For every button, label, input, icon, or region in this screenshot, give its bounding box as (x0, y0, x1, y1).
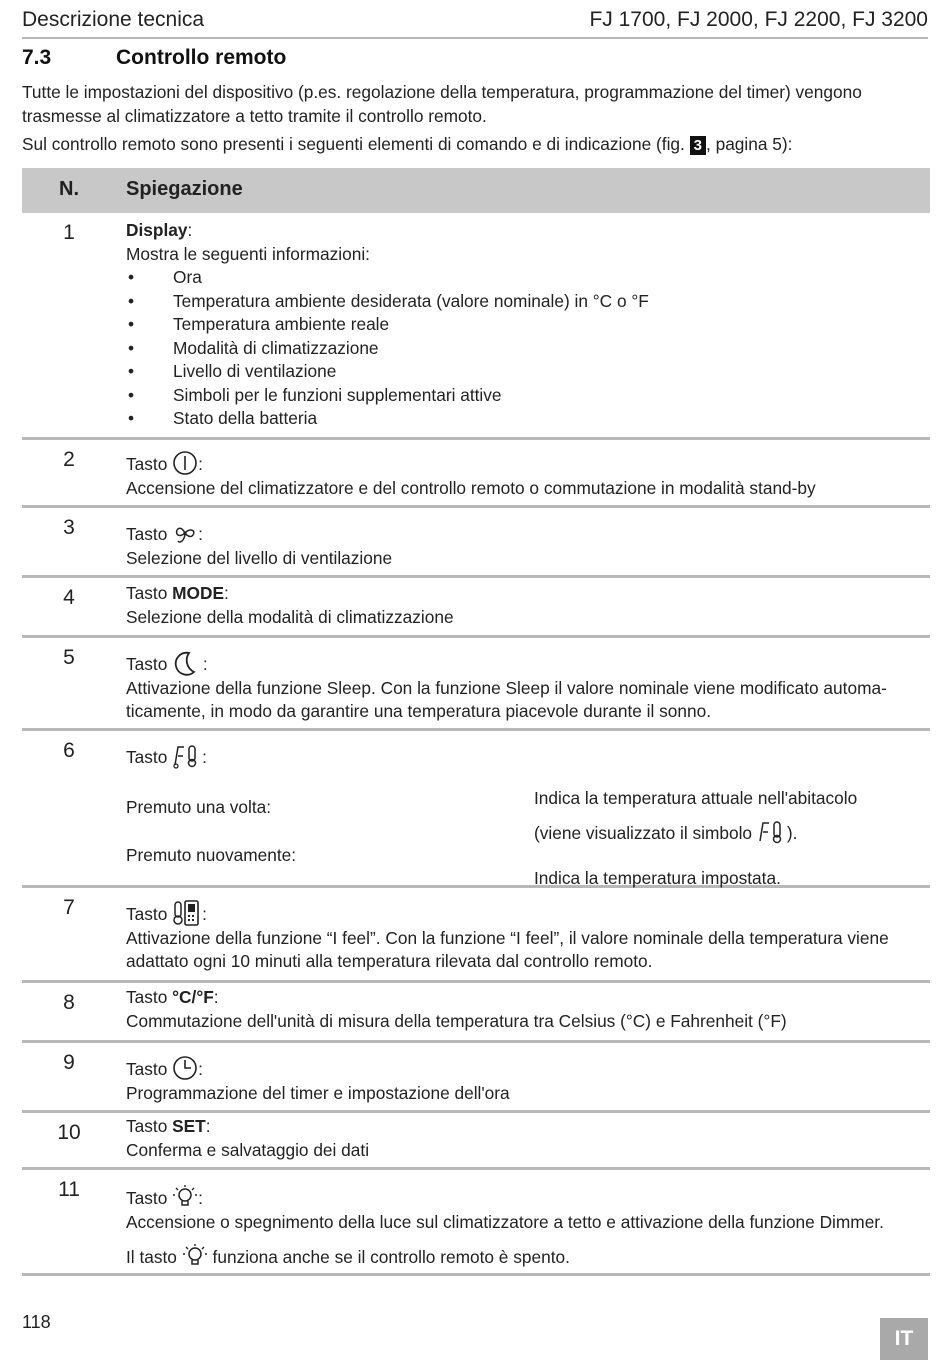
row-text: Indica la temperatura attuale nell'abitacolo (534, 788, 858, 808)
moon-icon (172, 650, 198, 676)
row-text: Accensione o spegnimento della luce sul climatizzatore a tetto e attivazione della funzione Dimmer. (126, 1211, 884, 1232)
row-text: Premuto nuovamente: (126, 845, 297, 865)
header-right: FJ 1700, FJ 2000, FJ 2200, FJ 3200 (589, 8, 928, 31)
page-header (22, 6, 928, 39)
table-row: 1 Display: Mostra le seguenti informazioni: • Ora • Temperatura ambiente desiderata (valore nominale) in °C o °F • Temperatura ambiente reale • Modalità di climatizzazione • Livello di ventilazione • Simboli per le funzioni supplementari attive • Stato della batteria (22, 213, 930, 440)
power-icon (172, 450, 198, 476)
section-heading (22, 46, 286, 70)
table-row: 10 Tasto SET: Conferma e salvataggio dei dati (22, 1113, 930, 1170)
table-row: 2 Tasto : Accensione del climatizzatore e del controllo remoto o commutazione in modalità stand-by (22, 440, 930, 508)
page-number: 118 (22, 1312, 51, 1332)
row-text: Programmazione del timer e impostazione dell'ora (126, 1082, 510, 1103)
list-item: • Stato della batteria (126, 407, 930, 431)
row-text: Premuto una volta: (126, 797, 272, 817)
table-header (22, 168, 930, 213)
row-text: Attivazione della funzione Sleep. Con la funzione Sleep il valore nominale viene modificato automa-ticamente, in modo da garantire una temperatura piacevole durante il sonno. (126, 677, 887, 721)
row-number: 8 (63, 991, 75, 1014)
column-header-number: N. (59, 178, 79, 200)
row-number: 7 (63, 896, 75, 919)
table-row: 3 Tasto : Selezione del livello di ventilazione (22, 508, 930, 578)
room-temperature-icon (172, 743, 202, 769)
row-title: Display (126, 220, 188, 240)
table-row: 6 Tasto : Premuto una volta: Premuto nuovamente: Indica la temperatura attuale nell'abitacolo (viene visualizzato il simbolo ). Indica la temperatura impostata. (22, 731, 930, 888)
remote-thermometer-icon (172, 900, 202, 926)
figure-reference: 3 (690, 136, 706, 155)
light-bulb-icon (182, 1243, 208, 1269)
table-row: 9 Tasto : Programmazione del timer e impostazione dell'ora (22, 1043, 930, 1113)
row-text: Attivazione della funzione “I feel”. Con la funzione “I feel”, il valore nominale della temperatura viene adattato ogni 10 minuti alla temperatura rilevata dal controllo remoto. (126, 927, 889, 971)
row-number: 9 (63, 1051, 75, 1074)
row-text: (viene visualizzato il simbolo ). (534, 819, 797, 846)
section-number: 7.3 (22, 46, 52, 69)
row-number: 1 (63, 221, 75, 244)
row-number: 3 (63, 516, 75, 539)
row-note: Il tasto funziona anche se il controllo remoto è spento. (126, 1243, 930, 1270)
header-left: Descrizione tecnica (22, 8, 205, 31)
light-bulb-icon (172, 1184, 198, 1210)
intro-paragraph-2: Sul controllo remoto sono presenti i seguenti elementi di comando e di indicazione (fig. 3 , pagina 5): (22, 134, 793, 154)
row-text: Mostra le seguenti informazioni: (126, 243, 370, 264)
list-item: • Simboli per le funzioni supplementari attive (126, 384, 930, 408)
row-number: 2 (63, 448, 75, 471)
row-text: Selezione del livello di ventilazione (126, 547, 393, 568)
row-text: Commutazione dell'unità di misura della temperatura tra Celsius (°C) e Fahrenheit (°F) (126, 1010, 787, 1031)
list-item: • Livello di ventilazione (126, 360, 930, 384)
row-number: 4 (63, 586, 75, 609)
intro-paragraph-1: Tutte le impostazioni del dispositivo (p.es. regolazione della temperatura, programmazione del timer) vengono trasmesse al climatizzatore a tetto tramite il controllo remoto. (22, 82, 862, 126)
clock-icon (172, 1055, 198, 1081)
list-item: • Temperatura ambiente desiderata (valore nominale) in °C o °F (126, 290, 930, 314)
row-number: 6 (63, 739, 75, 762)
row-text: Accensione del climatizzatore e del controllo remoto o commutazione in modalità stand-by (126, 477, 816, 498)
table-row: 5 Tasto : Attivazione della funzione Sleep. Con la funzione Sleep il valore nominale viene modificato automa-ticamente, in modo da garantire una temperatura piacevole durante il sonno. (22, 638, 930, 731)
list-item: • Ora (126, 266, 930, 290)
section-title: Controllo remoto (116, 46, 287, 69)
row-number: 10 (57, 1121, 81, 1144)
table-row: 11 Tasto : Accensione o spegnimento della luce sul climatizzatore a tetto e attivazione della funzione Dimmer. Il tasto funziona anche se il controllo remoto è spento. (22, 1170, 930, 1276)
table-row: 8 Tasto °C/°F: Commutazione dell'unità di misura della temperatura tra Celsius (°C) e Fahrenheit (°F) (22, 983, 930, 1043)
room-temperature-icon (757, 819, 787, 845)
row-text: Selezione della modalità di climatizzazione (126, 606, 454, 627)
column-header-explanation: Spiegazione (126, 178, 243, 200)
row-text: Conferma e salvataggio dei dati (126, 1139, 370, 1160)
fan-icon (172, 520, 198, 546)
list-item: • Temperatura ambiente reale (126, 313, 930, 337)
table-row: 7 Tasto : Attivazione della funzione “I feel”. Con la funzione “I feel”, il valore nominale della temperatura viene adattato ogni 10 minuti alla temperatura rilevata dal controllo remoto. (22, 888, 930, 983)
language-badge: IT (880, 1318, 928, 1360)
row-text: Indica la temperatura impostata. (534, 868, 781, 888)
row-number: 5 (63, 646, 75, 669)
row-number: 11 (58, 1178, 80, 1201)
list-item: • Modalità di climatizzazione (126, 337, 930, 361)
table-row: 4 Tasto MODE: Selezione della modalità di climatizzazione (22, 578, 930, 638)
